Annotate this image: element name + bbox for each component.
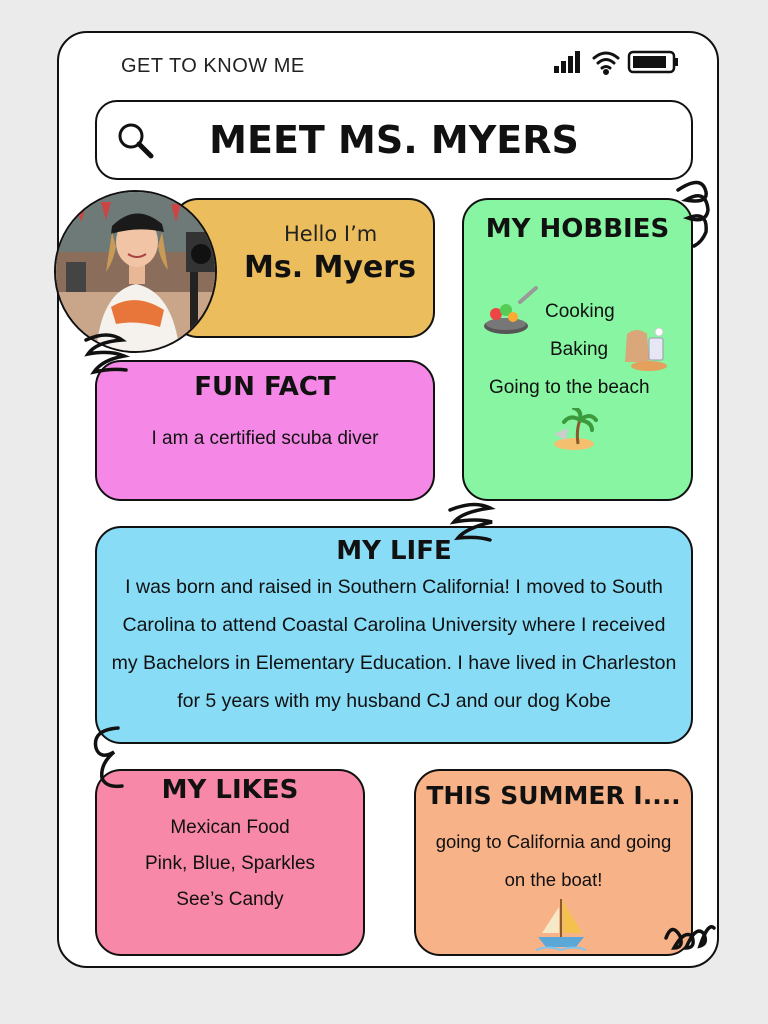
life-text: I was born and raised in Southern California! I moved to South Carolina to attend Coastal Carolina University where I received my Bachelors in Elementary Education. I have lived in Charleston for 5 years with my husband CJ and our dog Kobe	[111, 576, 677, 712]
like-item: Pink, Blue, Sparkles	[144, 853, 316, 874]
likes-card	[95, 769, 365, 956]
like-item: See’s Candy	[176, 889, 284, 910]
hobby-item: Cooking	[545, 301, 615, 322]
fun-fact-heading: FUN FACT	[194, 372, 336, 402]
sailboat-icon	[534, 895, 588, 953]
squiggle-decoration	[88, 724, 128, 792]
baking-icon	[619, 320, 671, 372]
status-icons	[554, 49, 680, 75]
squiggle-decoration	[444, 500, 496, 544]
hobby-item: Going to the beach	[489, 377, 650, 398]
life-card	[95, 526, 693, 744]
status-title: GET TO KNOW ME	[121, 55, 305, 77]
fun-fact-card	[95, 360, 435, 501]
life-heading: MY LIFE	[336, 536, 452, 566]
hobby-item: Baking	[550, 339, 609, 360]
likes-heading: MY LIKES	[161, 775, 299, 805]
beach-icon	[552, 408, 598, 454]
cooking-pan-icon	[480, 284, 540, 344]
squiggle-decoration	[82, 332, 130, 376]
search-bar[interactable]	[95, 100, 693, 180]
summer-text-line1: going to California and going	[435, 831, 672, 852]
summer-card	[414, 769, 693, 956]
battery-icon	[629, 52, 678, 72]
fun-fact-text: I am a certified scuba diver	[151, 428, 379, 449]
squiggle-decoration	[672, 180, 716, 248]
avatar	[54, 190, 217, 353]
signal-icon	[554, 51, 580, 73]
page-title: MEET MS. MYERS	[209, 118, 579, 162]
teacher-photo	[56, 192, 217, 353]
hobbies-card	[462, 198, 693, 501]
summer-heading: THIS SUMMER I....	[426, 781, 681, 810]
summer-text-line2: on the boat!	[504, 869, 603, 890]
name-text: Ms. Myers	[244, 250, 416, 285]
hobbies-heading: MY HOBBIES	[485, 214, 670, 244]
like-item: Mexican Food	[170, 817, 290, 838]
greeting-text: Hello I’m	[284, 222, 378, 246]
wifi-icon	[594, 53, 618, 74]
squiggle-decoration	[662, 908, 718, 960]
